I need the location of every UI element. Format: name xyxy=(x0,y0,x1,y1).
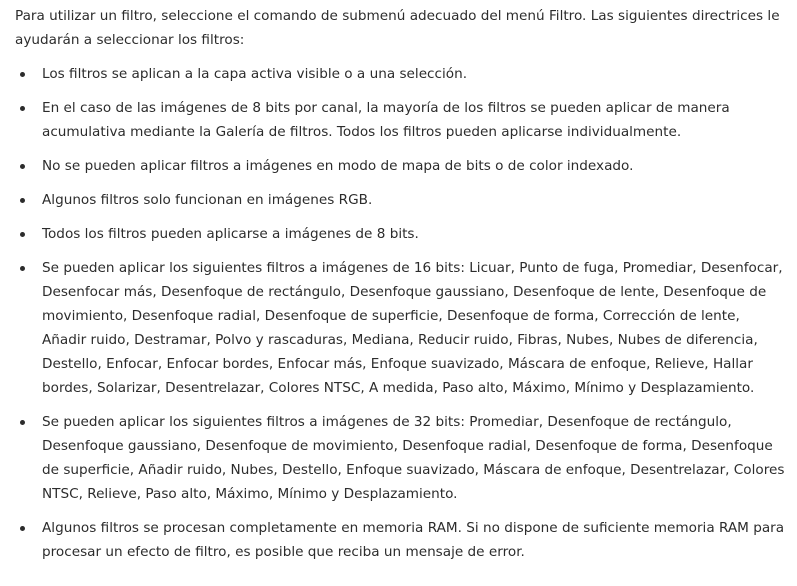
list-item-text: Los filtros se aplican a la capa activa visible o a una selección. xyxy=(42,66,468,82)
guidelines-list xyxy=(15,62,795,564)
bullet-icon xyxy=(20,526,25,531)
bullet-icon xyxy=(20,198,25,203)
list-item-text: Se pueden aplicar los siguientes filtros a imágenes de 16 bits: Licuar, Punto de fuga, Promediar, Desenfocar, Desenfocar más, Desenfoque de rectángulo, Desenfoque gaussiano, Desenfoque de lente, Desenfoque de movimiento, Desenfoque radial, Desenfoque de superficie, Desenfoque de forma, Corrección de lente, Añadir ruido, Destramar, Polvo y rascaduras, Mediana, Reducir ruido, Fibras, Nubes, Nubes de diferencia, Destello, Enfocar, Enfocar bordes, Enfocar más, Enfoque suavizado, Máscara de enfoque, Relieve, Hallar bordes, Solarizar, Desentrelazar, Colores NTSC, A medida, Paso alto, Máximo, Mínimo y Desplazamiento. xyxy=(42,260,783,396)
list-item xyxy=(15,256,795,400)
list-item-text: Todos los filtros pueden aplicarse a imágenes de 8 bits. xyxy=(42,226,419,242)
bullet-icon xyxy=(20,72,25,77)
bullet-icon xyxy=(20,266,25,271)
list-item xyxy=(15,410,795,506)
list-item-text: Se pueden aplicar los siguientes filtros a imágenes de 32 bits: Promediar, Desenfoque de rectángulo, Desenfoque gaussiano, Desenfoque de movimiento, Desenfoque radial, Desenfoque de forma, Desenfoque de superficie, Añadir ruido, Nubes, Destello, Enfoque suavizado, Máscara de enfoque, Desentrelazar, Colores NTSC, Relieve, Paso alto, Máximo, Mínimo y Desplazamiento. xyxy=(42,414,785,502)
list-item xyxy=(15,96,795,144)
list-item xyxy=(15,188,795,212)
bullet-icon xyxy=(20,420,25,425)
list-item xyxy=(15,516,795,564)
list-item xyxy=(15,222,795,246)
list-item-text: Algunos filtros se procesan completamente en memoria RAM. Si no dispone de suficiente memoria RAM para procesar un efecto de filtro, es posible que reciba un mensaje de error. xyxy=(42,520,785,560)
list-item xyxy=(15,62,795,86)
list-item-text: No se pueden aplicar filtros a imágenes en modo de mapa de bits o de color indexado. xyxy=(42,158,634,174)
intro-paragraph: Para utilizar un filtro, seleccione el comando de submenú adecuado del menú Filtro. Las siguientes directrices le ayudarán a seleccionar los filtros: xyxy=(15,8,780,48)
bullet-icon xyxy=(20,232,25,237)
list-item-text: Algunos filtros solo funcionan en imágenes RGB. xyxy=(42,192,373,208)
list-item-text: En el caso de las imágenes de 8 bits por canal, la mayoría de los filtros se pueden aplicar de manera acumulativa mediante la Galería de filtros. Todos los filtros pueden aplicarse individualmente. xyxy=(42,100,730,140)
bullet-icon xyxy=(20,164,25,169)
bullet-icon xyxy=(20,106,25,111)
list-item xyxy=(15,154,795,178)
